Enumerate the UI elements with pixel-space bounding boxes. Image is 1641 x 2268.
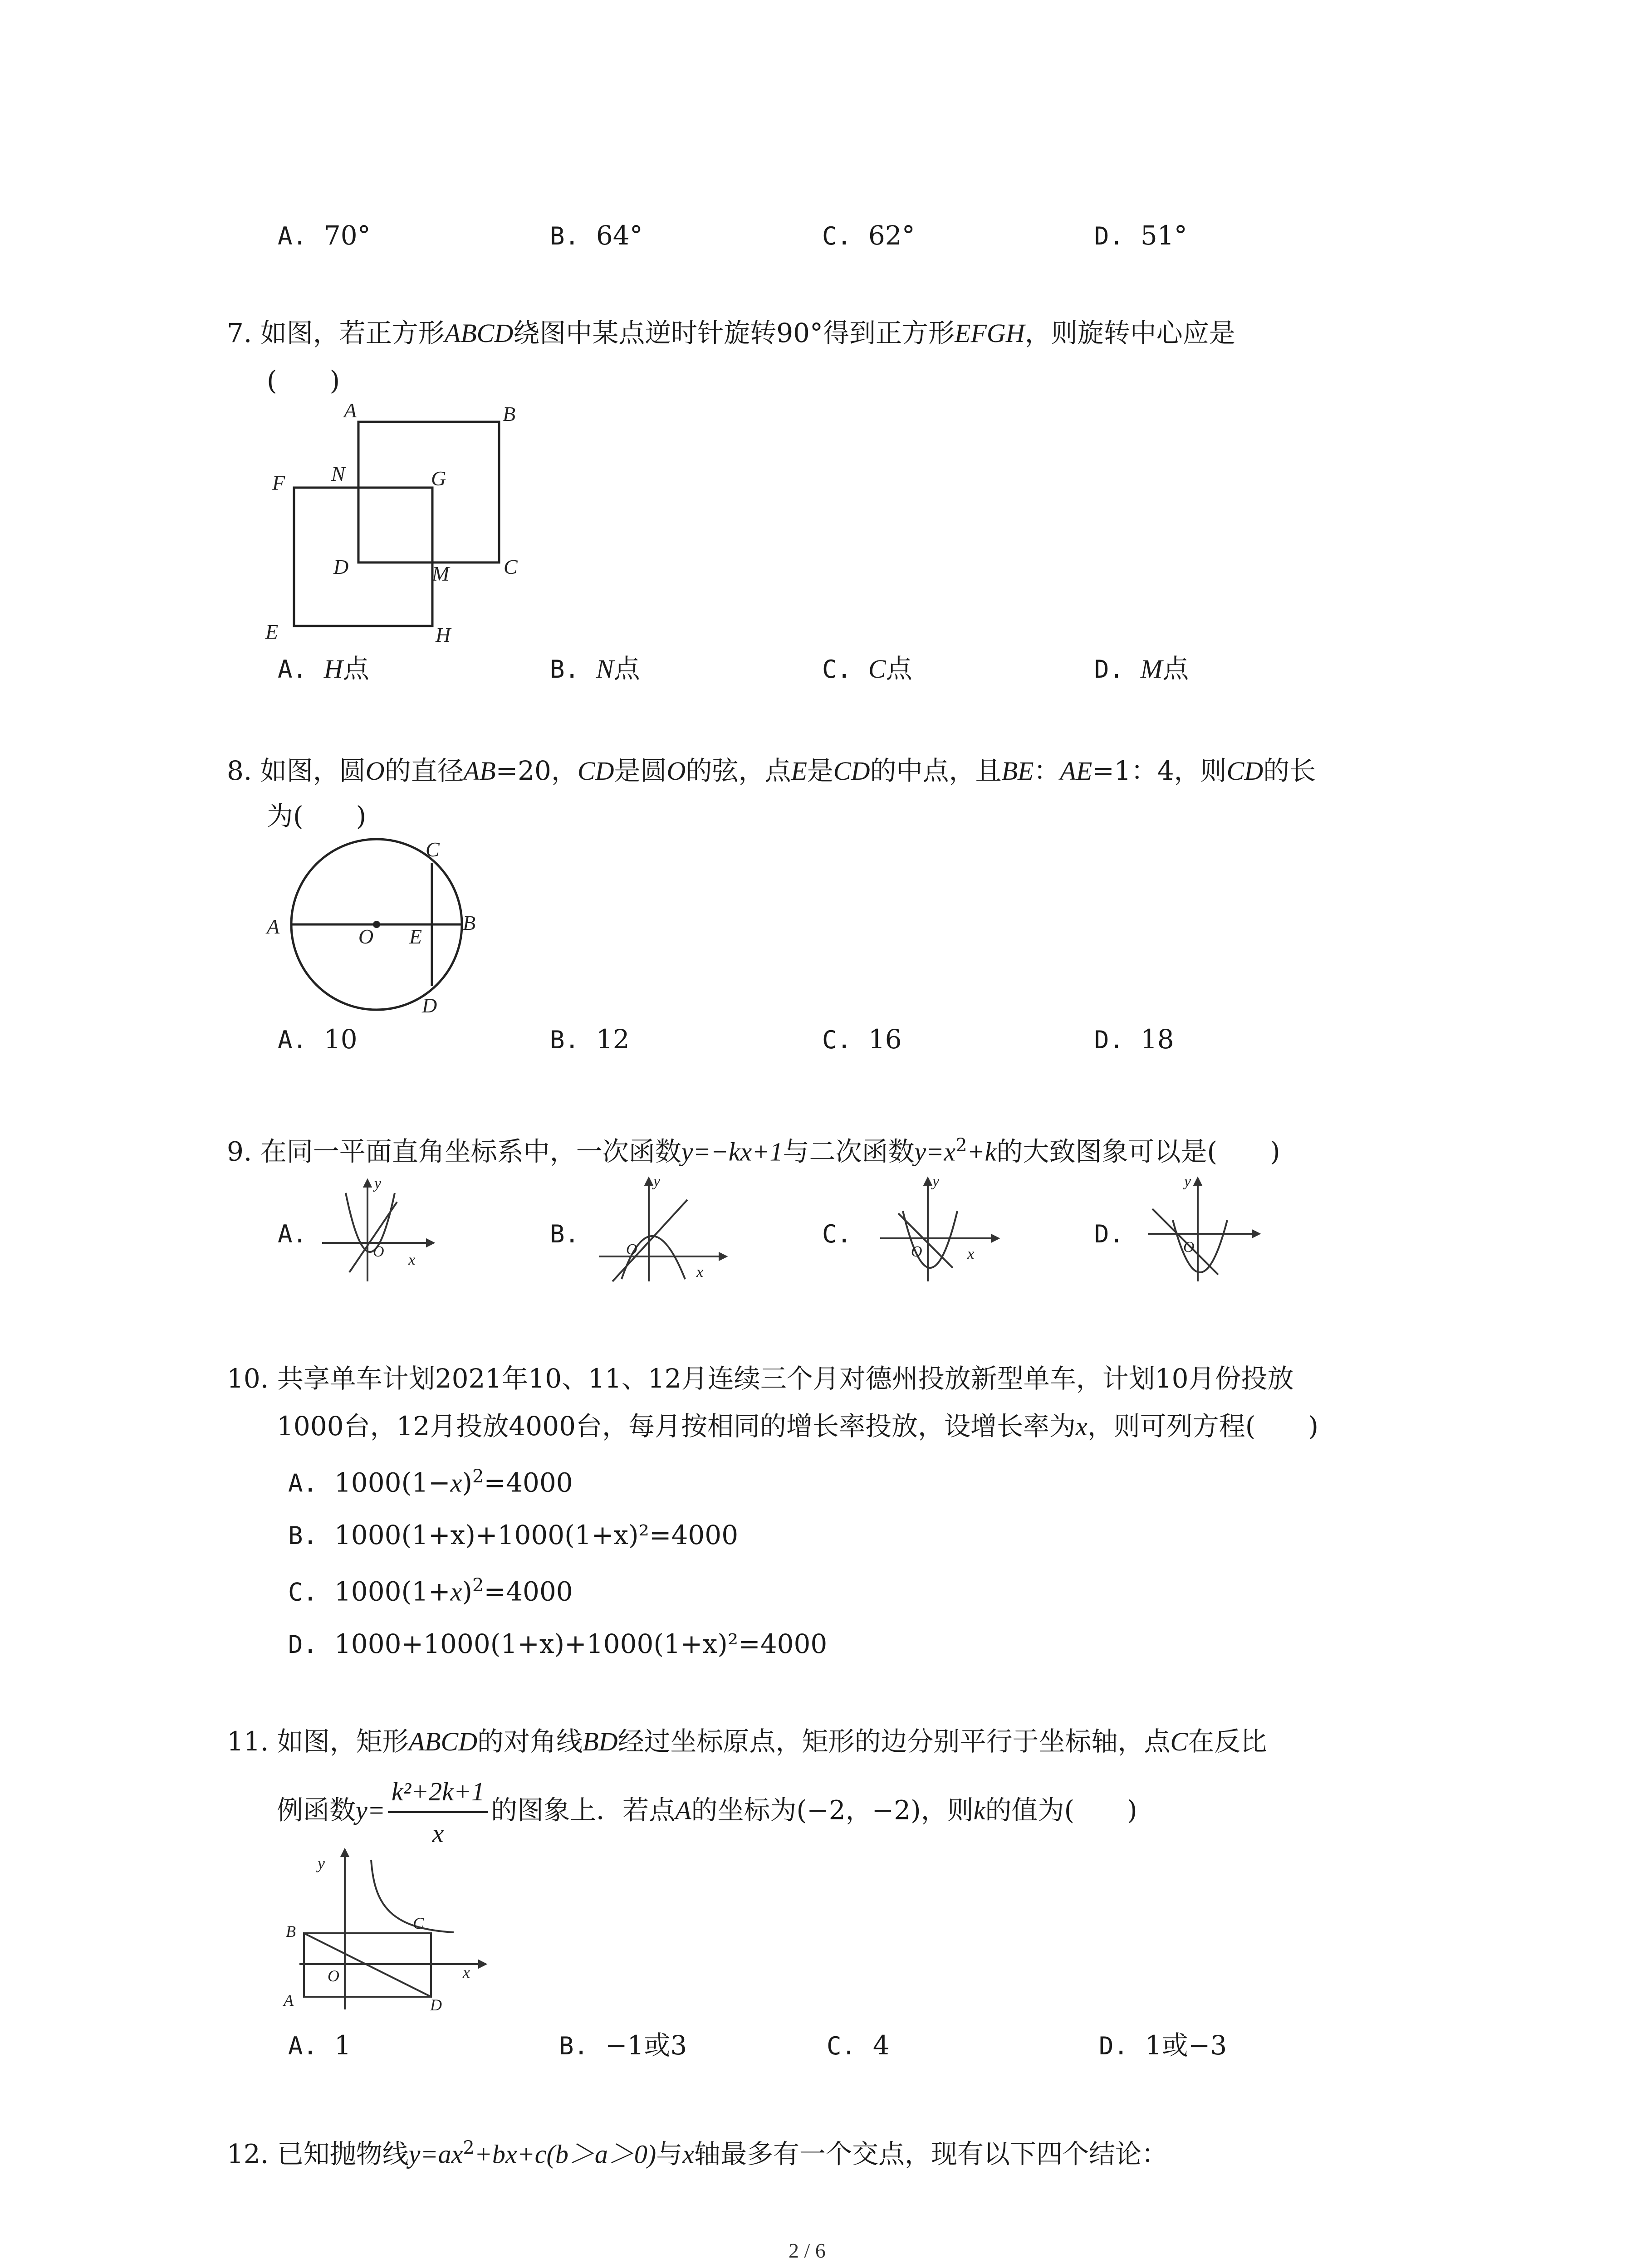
q7-stem-line2: ( ) — [267, 365, 340, 396]
q8-label-a: A — [267, 915, 280, 938]
q11-stem-line2: 例函数y= $\frac{\text{k²+2k+1}}{x}$ 的图象上．若点A的坐标为(−2，−2)，则k的值为( ) — [277, 1776, 1137, 1849]
q10-stem-line2: 1000台，12月投放4000台，每月按相同的增长率投放，设增长率为x，则可列方程( ) — [277, 1411, 1319, 1442]
q6-option-c: C. 62° — [822, 220, 915, 251]
q11-label-a: A — [284, 1991, 294, 2009]
q8-label-c: C — [426, 838, 440, 861]
q11-label-y: y — [318, 1854, 325, 1872]
center-point-o — [373, 921, 380, 928]
q6-option-b: B. 64° — [550, 220, 643, 251]
q7-label-e: E — [265, 620, 279, 643]
q11-label-x: x — [463, 1963, 470, 1981]
q7-option-a: A. H点 — [278, 653, 369, 684]
q10-stem-line1: 10. 共享单车计划2021年10、11、12月连续三个月对德州投放新型单车，计划10月份投放 — [227, 1363, 1294, 1394]
q10-option-d: D. 1000+1000(1+x)+1000(1+x)²=4000 — [288, 1628, 828, 1659]
q11-option-d: D. 1或−3 — [1099, 2030, 1227, 2061]
q7-label-g: G — [431, 467, 446, 490]
svg-text:x: x — [967, 1246, 975, 1262]
hyperbola — [371, 1860, 454, 1932]
square-efgh — [294, 488, 432, 626]
svg-text:O: O — [911, 1243, 922, 1260]
q11-option-c: C. 4 — [827, 2030, 890, 2061]
svg-text:O: O — [626, 1241, 637, 1258]
q7-option-c: C. C点 — [822, 653, 912, 684]
q7-label-m: M — [432, 562, 450, 585]
q8-label-e: E — [409, 925, 422, 948]
q11-label-b: B — [286, 1922, 296, 1941]
q8-option-c: C. 16 — [822, 1024, 902, 1055]
q8-stem-line2: 为( ) — [267, 801, 367, 831]
q8-option-b: B. 12 — [550, 1024, 630, 1055]
q11-fraction: $\frac{\text{k²+2k+1}}{x}$ — [388, 1776, 488, 1849]
page-number: 2 / 6 — [789, 2239, 826, 2262]
q7-figure — [263, 399, 544, 653]
q10-option-b: B. 1000(1+x)+1000(1+x)²=4000 — [288, 1520, 739, 1550]
q7-label-c: C — [504, 555, 518, 578]
svg-text:y: y — [1184, 1173, 1191, 1190]
q9-option-b-label: B. — [550, 1220, 580, 1248]
q8-option-a: A. 10 — [278, 1024, 358, 1055]
q7-label-n: N — [331, 462, 345, 485]
q11-label-c: C — [413, 1914, 424, 1932]
q9-graph-a — [318, 1175, 445, 1284]
square-abcd — [358, 422, 499, 562]
q9-option-a-label: A. — [278, 1220, 308, 1248]
q8-option-d: D. 18 — [1094, 1024, 1174, 1055]
q10-option-c: C. $1000(1+x)^2=4000$ — [288, 1575, 573, 1607]
q11-option-a: A. 1 — [288, 2030, 351, 2061]
q7-label-d: D — [333, 555, 349, 578]
q9-option-c-label: C. — [822, 1220, 852, 1248]
svg-text:y: y — [374, 1175, 382, 1192]
q11-label-o: O — [328, 1967, 339, 1985]
q8-label-o: O — [358, 925, 374, 948]
svg-text:O: O — [373, 1243, 384, 1260]
q11-label-d: D — [430, 1996, 442, 2014]
svg-text:O: O — [1183, 1239, 1195, 1256]
svg-text:y: y — [932, 1173, 940, 1190]
q9-stem: 9. 在同一平面直角坐标系中，一次函数y=−kx+1与二次函数$y=x^2+k$的大致图象可以是( ) — [227, 1135, 1280, 1167]
q9-option-d-label: D. — [1094, 1220, 1124, 1248]
q7-label-h: H — [436, 623, 451, 646]
q12-stem: 12. 已知抛物线$y=ax^2+bx+c(b>a>0)$与x轴最多有一个交点，现有以下四个结论： — [227, 2137, 1168, 2170]
q7-option-d: D. M点 — [1094, 653, 1189, 684]
q7-stem-line1: 7. 如图，若正方形ABCD绕图中某点逆时针旋转90°得到正方形EFGH，则旋转中心应是 — [227, 318, 1235, 348]
q8-label-b: B — [463, 911, 476, 934]
q9-graph-d — [1143, 1175, 1288, 1284]
q7-label-b: B — [503, 402, 516, 425]
q8-stem-line1: 8. 如图，圆O的直径AB=20，CD是圆O的弦，点E是CD的中点，且BE：AE=1：4，则CD的长 — [227, 755, 1316, 786]
q8-label-d: D — [422, 994, 437, 1017]
svg-text:y: y — [653, 1173, 661, 1190]
q6-option-d: D. 51° — [1094, 220, 1187, 251]
q7-label-f: F — [272, 471, 285, 494]
q11-figure — [272, 1842, 490, 2014]
q7-option-b: B. N点 — [550, 653, 640, 684]
q6-option-a: A. 70° — [278, 220, 371, 251]
q7-label-a: A — [344, 399, 357, 422]
q10-option-a: A. $1000(1-x)^2=4000$ — [288, 1466, 573, 1498]
q9-graph-c — [871, 1175, 1016, 1284]
svg-text:x: x — [408, 1251, 416, 1268]
q9-graph-b — [594, 1175, 740, 1284]
q8-figure — [263, 835, 499, 1025]
q11-stem-line1: 11. 如图，矩形ABCD的对角线BD经过坐标原点，矩形的边分别平行于坐标轴，点C在反比 — [227, 1726, 1267, 1757]
q11-option-b: B. −1或3 — [559, 2030, 687, 2061]
svg-text:x: x — [696, 1264, 704, 1281]
